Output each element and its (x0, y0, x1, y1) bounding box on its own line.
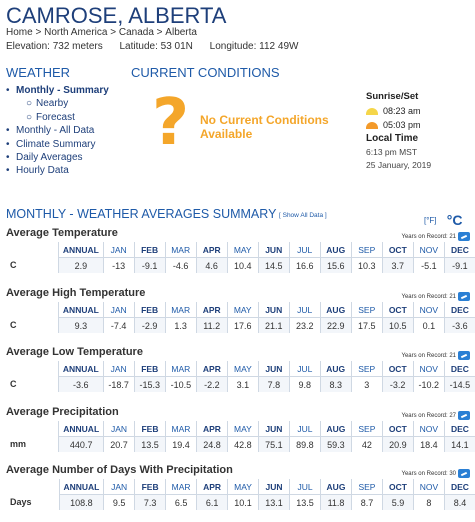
value-cell: 75.1 (258, 437, 289, 453)
years-on-record-text: Years on Record: 21 (401, 234, 456, 241)
column-header: MAR (165, 421, 196, 437)
breadcrumb-separator: > (156, 27, 163, 38)
unit-label: C (10, 260, 17, 271)
column-header: JAN (103, 302, 134, 318)
averages-table (6, 361, 475, 392)
column-header: DEC (444, 421, 475, 437)
bullet-icon: • (6, 165, 10, 177)
value-cell: 6.5 (166, 495, 197, 511)
nav-item-daily-averages[interactable]: • Daily Averages (6, 152, 83, 164)
value-cell: 59.3 (320, 437, 351, 453)
header-spacer (6, 242, 59, 258)
column-header: AUG (320, 242, 351, 258)
chart-icon[interactable] (458, 232, 470, 241)
header-spacer (6, 302, 59, 318)
column-header: SEP (352, 479, 383, 495)
table-header-row (6, 479, 475, 495)
column-header: OCT (382, 242, 413, 258)
column-header: AUG (320, 361, 351, 377)
column-header: FEB (134, 361, 165, 377)
value-cell: 7.3 (135, 495, 166, 511)
column-header: MAY (227, 302, 258, 318)
column-header: JUL (290, 479, 321, 495)
weather-heading: WEATHER (6, 65, 71, 80)
value-cell: 9.8 (289, 377, 320, 393)
column-header: OCT (382, 479, 413, 495)
column-header: DEC (444, 361, 475, 377)
column-header: ANNUAL (59, 242, 104, 258)
bullet-icon: • (6, 125, 10, 137)
value-cell: 3.1 (227, 377, 258, 393)
years-on-record (402, 411, 470, 420)
value-cell: 13.5 (134, 437, 165, 453)
no-conditions-line2: Available (200, 127, 253, 141)
block-title: Average Temperature (6, 227, 118, 239)
column-header: FEB (134, 302, 165, 318)
latitude: Latitude: 53 01N (119, 41, 193, 52)
block-title: Average Number of Days With Precipitation (6, 464, 233, 476)
value-cell: -3.6 (58, 377, 103, 393)
no-conditions-line1: No Current Conditions (200, 113, 329, 127)
column-header: NOV (413, 361, 444, 377)
local-time-label: Local Time (366, 133, 419, 144)
current-conditions-heading: CURRENT CONDITIONS (131, 65, 280, 80)
table-row (6, 258, 475, 274)
header-spacer (6, 479, 59, 495)
column-header: JUN (258, 242, 289, 258)
value-cell: 8 (413, 495, 444, 511)
column-header: MAR (165, 302, 196, 318)
years-on-record (402, 292, 470, 301)
value-cell: -5.1 (413, 258, 444, 274)
value-cell: 17.5 (351, 318, 382, 334)
column-header: DEC (444, 302, 475, 318)
header-spacer (6, 421, 59, 437)
table-row (6, 495, 475, 511)
value-cell: 23.2 (289, 318, 320, 334)
column-header: SEP (351, 421, 382, 437)
column-header: DEC (444, 479, 475, 495)
nav-item-monthly-all-data[interactable]: • Monthly - All Data (6, 125, 95, 137)
column-header: MAR (165, 242, 196, 258)
location-info (6, 41, 312, 52)
breadcrumb-north-america[interactable]: North America (44, 27, 108, 38)
column-header: MAR (166, 479, 197, 495)
value-cell: -7.4 (103, 318, 134, 334)
value-cell: -15.3 (134, 377, 165, 393)
column-header: JUL (289, 361, 320, 377)
averages-table (6, 421, 475, 452)
averages-table (6, 479, 475, 510)
page-title: CAMROSE, ALBERTA (6, 3, 227, 28)
value-cell: 1.3 (165, 318, 196, 334)
nav-item-forecast[interactable]: ○ Forecast (26, 111, 75, 123)
elevation: Elevation: 732 meters (6, 41, 103, 52)
table-header-row (6, 361, 475, 377)
sun-label: Sunrise/Set (366, 91, 419, 102)
column-header: DEC (444, 242, 475, 258)
value-cell: 5.9 (382, 495, 413, 511)
value-cell: 22.9 (320, 318, 351, 334)
column-header: JUL (289, 302, 320, 318)
value-cell: 15.6 (320, 258, 351, 274)
value-cell: -3.6 (444, 318, 475, 334)
column-header: JUN (259, 479, 290, 495)
value-cell: 3.7 (382, 258, 413, 274)
value-cell: -4.6 (165, 258, 196, 274)
column-header: OCT (382, 421, 413, 437)
value-cell: 13.5 (290, 495, 321, 511)
local-time (366, 133, 431, 170)
column-header: APR (196, 421, 227, 437)
column-header: FEB (135, 479, 166, 495)
value-cell: 24.8 (196, 437, 227, 453)
block-title: Average High Temperature (6, 287, 146, 299)
column-header: JUN (258, 361, 289, 377)
local-date-value: 25 January, 2019 (366, 160, 432, 170)
column-header: JUN (258, 302, 289, 318)
value-cell: -9.1 (444, 258, 475, 274)
column-header: MAY (227, 421, 258, 437)
celsius-label: °C (446, 212, 463, 228)
column-header: JAN (104, 479, 135, 495)
value-cell: 10.1 (228, 495, 259, 511)
sunrise-icon (366, 108, 378, 115)
value-cell: -18.7 (103, 377, 134, 393)
bullet-icon: • (6, 152, 10, 164)
column-header: JUL (289, 421, 320, 437)
column-header: OCT (382, 302, 413, 318)
value-cell: 16.6 (289, 258, 320, 274)
breadcrumb-separator: > (35, 27, 42, 38)
sunset-time: 05:03 pm (383, 120, 421, 130)
value-cell: 8.3 (320, 377, 351, 393)
column-header: MAY (228, 479, 259, 495)
value-cell: 14.5 (258, 258, 289, 274)
table-header-row (6, 242, 475, 258)
value-cell: 21.1 (258, 318, 289, 334)
column-header: FEB (134, 421, 165, 437)
no-conditions-message (200, 113, 329, 141)
value-cell: 89.8 (289, 437, 320, 453)
breadcrumb-separator: > (110, 27, 117, 38)
value-cell: 11.2 (196, 318, 227, 334)
unit-label: C (10, 320, 17, 331)
value-cell: 42.8 (227, 437, 258, 453)
column-header: SEP (351, 242, 382, 258)
column-header: AUG (320, 421, 351, 437)
sunset-icon (366, 122, 378, 129)
years-on-record-text: Years on Record: 27 (401, 413, 456, 420)
unit-switch (424, 210, 462, 226)
column-header: NOV (413, 479, 444, 495)
sunrise-sunset (366, 91, 421, 130)
table-row (6, 437, 475, 453)
value-cell: 11.8 (320, 495, 351, 511)
value-cell: -9.1 (134, 258, 165, 274)
local-time-value: 6:13 pm MST (366, 147, 418, 157)
column-header: OCT (382, 361, 413, 377)
column-header: ANNUAL (59, 479, 104, 495)
averages-table (6, 242, 475, 273)
years-on-record-text: Years on Record: 21 (401, 353, 456, 360)
value-cell: -2.2 (196, 377, 227, 393)
value-cell: -13 (103, 258, 134, 274)
value-cell: 7.8 (258, 377, 289, 393)
value-cell: 42 (351, 437, 382, 453)
fahrenheit-toggle[interactable]: [°F] (424, 216, 437, 225)
value-cell: 9.3 (59, 318, 104, 334)
breadcrumb (6, 27, 197, 38)
value-cell: 10.3 (351, 258, 382, 274)
value-cell: 20.9 (382, 437, 413, 453)
show-all-data-link[interactable]: [ Show All Data ] (279, 212, 327, 219)
sunrise-time: 08:23 am (383, 106, 421, 116)
circle-bullet-icon: ○ (26, 111, 33, 123)
table-header-row (6, 421, 475, 437)
value-cell: 9.5 (104, 495, 135, 511)
longitude: Longitude: 112 49W (209, 41, 299, 52)
column-header: MAR (165, 361, 196, 377)
value-cell: 6.1 (197, 495, 228, 511)
block-title: Average Low Temperature (6, 346, 143, 358)
column-header: JUN (258, 421, 289, 437)
years-on-record (402, 232, 470, 241)
bullet-icon: • (6, 85, 10, 96)
value-cell: 10.5 (382, 318, 413, 334)
column-header: SEP (351, 302, 382, 318)
column-header: JAN (104, 421, 135, 437)
value-cell: -2.9 (134, 318, 165, 334)
block-title: Average Precipitation (6, 406, 119, 418)
value-cell: 8.7 (352, 495, 383, 511)
value-cell: 14.1 (444, 437, 475, 453)
header-spacer (6, 361, 58, 377)
chart-icon[interactable] (458, 351, 470, 360)
unit-label: Days (10, 497, 32, 508)
nav-item-hourly-data[interactable]: • Hourly Data (6, 165, 69, 177)
column-header: JUL (289, 242, 320, 258)
column-header: ANNUAL (59, 302, 104, 318)
unit-label: mm (10, 439, 27, 450)
column-header: APR (196, 361, 227, 377)
value-cell: 3 (351, 377, 382, 393)
value-cell: 10.4 (227, 258, 258, 274)
column-header: APR (196, 242, 227, 258)
value-cell: 13.1 (259, 495, 290, 511)
chart-icon[interactable] (458, 411, 470, 420)
value-cell: -10.5 (165, 377, 196, 393)
value-cell: 108.8 (59, 495, 104, 511)
column-header: NOV (413, 421, 444, 437)
years-on-record-text: Years on Record: 21 (401, 294, 456, 301)
value-cell: -14.5 (444, 377, 475, 393)
column-header: SEP (351, 361, 382, 377)
column-header: APR (196, 302, 227, 318)
column-header: ANNUAL (59, 421, 104, 437)
column-header: APR (197, 479, 228, 495)
value-cell: -3.2 (382, 377, 413, 393)
value-cell: 4.6 (196, 258, 227, 274)
column-header: JAN (103, 361, 134, 377)
value-cell: 19.4 (165, 437, 196, 453)
nav-item-nearby[interactable]: ○ Nearby (26, 98, 69, 110)
unit-label: C (10, 379, 17, 390)
years-on-record-text: Years on Record: 30 (401, 471, 456, 478)
bullet-icon: • (6, 138, 10, 150)
column-header: NOV (413, 242, 444, 258)
averages-table (6, 302, 475, 333)
value-cell: 8.4 (444, 495, 475, 511)
breadcrumb-canada[interactable]: Canada (118, 27, 154, 38)
question-mark-icon: ? (152, 86, 190, 160)
chart-icon[interactable] (458, 292, 470, 301)
breadcrumb-home[interactable]: Home (6, 27, 33, 38)
value-cell: 440.7 (59, 437, 104, 453)
column-header: AUG (320, 302, 351, 318)
value-cell: 20.7 (104, 437, 135, 453)
value-cell: 2.9 (59, 258, 104, 274)
table-row (6, 318, 475, 334)
column-header: FEB (134, 242, 165, 258)
value-cell: -10.2 (413, 377, 444, 393)
value-cell: 17.6 (227, 318, 258, 334)
column-header: MAY (227, 361, 258, 377)
chart-icon[interactable] (458, 469, 470, 478)
table-header-row (6, 302, 475, 318)
column-header: MAY (227, 242, 258, 258)
column-header: AUG (320, 479, 351, 495)
nav-item-climate-summary[interactable]: • Climate Summary (6, 138, 96, 150)
years-on-record (402, 469, 470, 478)
circle-bullet-icon: ○ (26, 98, 33, 110)
monthly-summary-heading: MONTHLY - WEATHER AVERAGES SUMMARY (6, 207, 277, 221)
value-cell: 18.4 (413, 437, 444, 453)
weather-nav (6, 84, 109, 178)
column-header: NOV (413, 302, 444, 318)
nav-item-monthly-summary[interactable]: • Monthly - Summary (6, 85, 109, 96)
breadcrumb-alberta[interactable]: Alberta (165, 27, 197, 38)
table-row (6, 377, 475, 393)
column-header: ANNUAL (58, 361, 103, 377)
value-cell: 0.1 (413, 318, 444, 334)
column-header: JAN (103, 242, 134, 258)
years-on-record (402, 351, 470, 360)
